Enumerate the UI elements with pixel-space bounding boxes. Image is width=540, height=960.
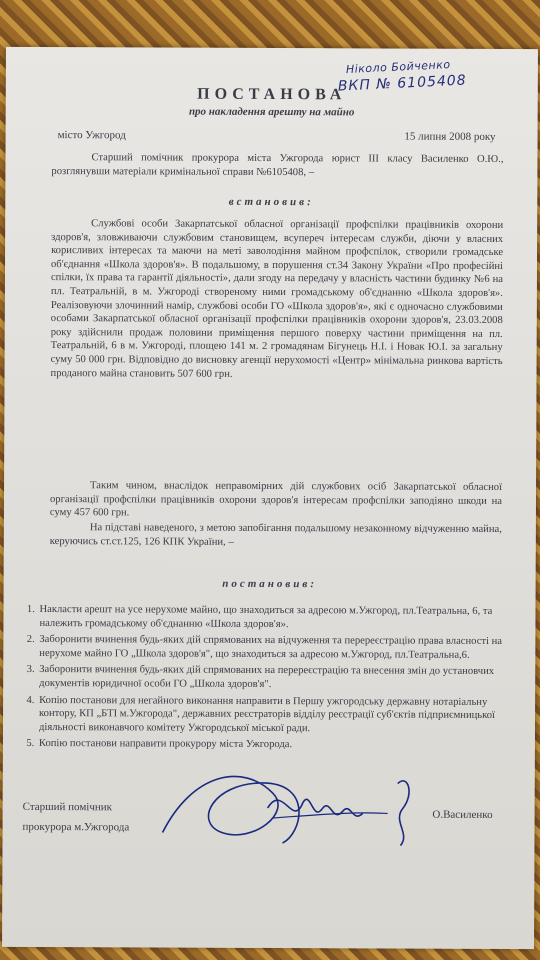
handwritten-note-case-number: ВКП № 6105408 (337, 72, 468, 95)
resolution-item: 1. Накласти арешт на усе нерухоме майно, що знаходиться за адресою м.Ужгород, пл.Театральна, 6, та належить громадському об'єднанню «Школа здоров'я». (37, 603, 517, 632)
resolution-item: 2. Заборонити вчинення будь-яких дій спрямованих на відчуження та перереєстрацію права власності на нерухоме майно ГО „Школа здоров'я", що знаходиться за адресою м.Ужгород, пл.Театральна,6. (37, 633, 517, 662)
document-city: місто Ужгород (57, 129, 126, 142)
resolution-item: 5. Копію постанови направити прокурору міста Ужгорода. (37, 737, 517, 753)
resolution-item: 4. Копію постанови для негайного виконання направити в Першу ужгородську державну нотаріальну контору, КП „БТІ м.Ужгорода", державних реєстраторів відділу реєстрації суб'єктів підприємницької діяльності виконавчого комітету Ужгородської міської ради. (37, 694, 517, 737)
document-title: ПОСТАНОВА (197, 85, 347, 104)
signer-title-line2: прокурора м.Ужгорода (22, 820, 130, 834)
signer-title-line1: Старший помічник (22, 800, 113, 814)
intro-paragraph: Старший помічник прокурора міста Ужгорода юрист ІІІ класу Василенко О.Ю., розглянувши матеріали кримінальної справи №6105408, – (51, 152, 504, 178)
resolution-list (23, 603, 518, 756)
resolution-item: 3. Заборонити вчинення будь-яких дій спрямованих на перереєстрацію та внесення змін до установчих документів юридичної особи ГО „Школа здоров'я". (37, 663, 517, 692)
damage-paragraph: Таким чином, внаслідок неправомірних дій службових осіб Закарпатської обласної організації профспілки працівників охорони здоров'я інтересам профспілки заподіяно шкоди на суму 457 600 грн. (49, 480, 503, 519)
signer-title (23, 797, 130, 837)
established-heading: встановив: (228, 195, 314, 209)
document-page (2, 47, 538, 949)
handwritten-signature (152, 752, 422, 863)
signer-name: О.Василенко (432, 808, 493, 821)
legal-basis-paragraph: На підставі наведеного, з метою запобігання подальшому незаконному відчуженню майна, керуючись ст.ст.125, 126 КПК України, – (49, 522, 502, 548)
decided-heading: постановив: (222, 577, 318, 591)
document-subtitle: про накладення арешту на майно (188, 105, 355, 119)
facts-paragraph: Службові особи Закарпатської обласної організації профспілки працівників охорони здоров'я, зловживаючи службовим становищем, всупереч інтересам служби, діючи у власних корисливих інтересах та маючи на меті заволодіння майном профспілок, створили громадське об'єднання «Школа здоров'я». В подальшому, в порушення ст.34 Закону України «Про професійні спілки, їх права та гарантії діяльності», дали згоду на передачу у власність частини будинку №6 на пл. Театральній, в м. Ужгороді створеному ними громадському об'єднанню «Школа здоров'я». Реалізовуючи злочинний намір, службові особи ГО «Школа здоров'я», які є одночасно службовими особами Закарпатської обласної організації профспілки працівників охорони здоров'я, 23.03.2008 року здійснили продаж половини приміщення першого поверху частини приміщення на пл. Театральній, 6 в м. Ужгороді, площею 141 м. 2 громадянам Бігунець Н.І. і Новак Ю.І. за загальну суму 50 000 грн. Відповідно до висновку агенції нерухомості «Центр» мінімальна ринкова вартість проданого майна становить 507 600 грн. (50, 218, 504, 380)
handwritten-note-name: Ніколо Бойченко (345, 58, 451, 77)
document-date: 15 липня 2008 року (404, 130, 496, 143)
